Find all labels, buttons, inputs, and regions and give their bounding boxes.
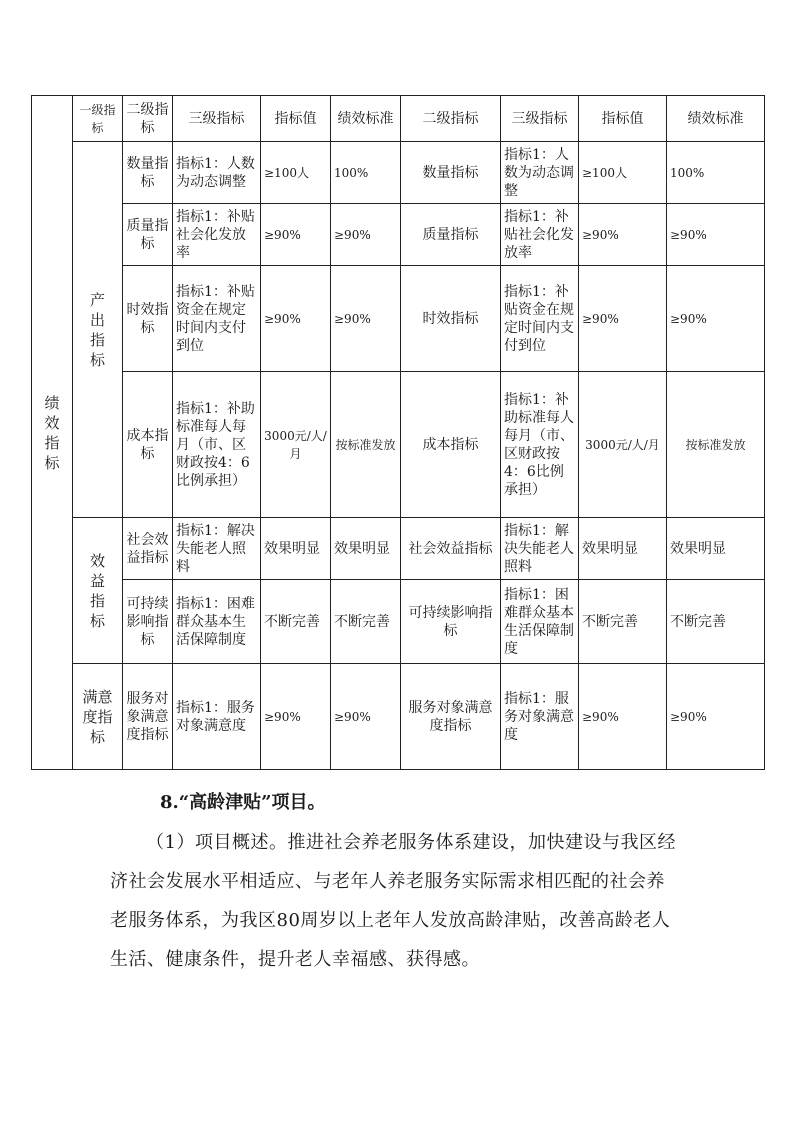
group-label: 产出指标 [89, 290, 105, 369]
table-row [32, 664, 765, 770]
standard-cell: 100% [331, 142, 401, 204]
valueb-cell: 效果明显 [579, 518, 667, 580]
standard-cell: ≥90% [331, 266, 401, 372]
l3-cell: 指标1：人数为动态调整 [173, 142, 261, 204]
table-row [32, 372, 765, 518]
performance-indicator-table [31, 95, 765, 770]
value-cell: ≥90% [261, 664, 331, 770]
l3b-cell: 指标1：人数为动态调整 [501, 142, 579, 204]
valueb-cell: ≥100人 [579, 142, 667, 204]
l2b-cell: 质量指标 [401, 204, 501, 266]
group-cell-output [73, 142, 123, 518]
standardb-cell: ≥90% [667, 204, 765, 266]
l2-cell: 可持续影响指标 [123, 580, 173, 664]
value-cell: ≥100人 [261, 142, 331, 204]
l3b-cell: 指标1：补贴资金在规定时间内支付到位 [501, 266, 579, 372]
standardb-cell: 效果明显 [667, 518, 765, 580]
table-row [32, 142, 765, 204]
table-row [32, 266, 765, 372]
level1-label: 绩效指标 [44, 393, 60, 472]
standard-cell: 不断完善 [331, 580, 401, 664]
l3b-cell: 指标1：补贴社会化发放率 [501, 204, 579, 266]
l2b-cell: 服务对象满意度指标 [401, 664, 501, 770]
standardb-cell: 100% [667, 142, 765, 204]
l3-cell: 指标1：解决失能老人照料 [173, 518, 261, 580]
valueb-cell: ≥90% [579, 664, 667, 770]
header-cell: 二级指标 [401, 96, 501, 142]
valueb-cell: 不断完善 [579, 580, 667, 664]
l3-cell: 指标1：困难群众基本生活保障制度 [173, 580, 261, 664]
header-cell: 三级指标 [501, 96, 579, 142]
standard-cell: ≥90% [331, 664, 401, 770]
value-cell: 不断完善 [261, 580, 331, 664]
l2-cell: 时效指标 [123, 266, 173, 372]
value-cell: ≥90% [261, 204, 331, 266]
section-heading: 8.“高龄津贴”项目。 [160, 792, 326, 813]
value-cell: ≥90% [261, 266, 331, 372]
standardb-cell: ≥90% [667, 664, 765, 770]
l3-cell: 指标1：补助标准每人每月（市、区财政按4：6比例承担） [173, 372, 261, 518]
l3b-cell: 指标1：解决失能老人照料 [501, 518, 579, 580]
l2-cell: 质量指标 [123, 204, 173, 266]
level1-cell [32, 96, 73, 770]
l2b-cell: 成本指标 [401, 372, 501, 518]
table-row [32, 518, 765, 580]
standardb-cell: ≥90% [667, 266, 765, 372]
table-row [32, 204, 765, 266]
l2b-cell: 时效指标 [401, 266, 501, 372]
standard-cell: ≥90% [331, 204, 401, 266]
l3b-cell: 指标1：服务对象满意度 [501, 664, 579, 770]
l2-cell: 数量指标 [123, 142, 173, 204]
header-cell: 一级指标 [73, 96, 123, 142]
header-cell: 绩效标准 [331, 96, 401, 142]
section-body-paragraph: （1）项目概述。推进社会养老服务体系建设，加快建设与我区经济社会发展水平相适应、与老年人养老服务实际需求相匹配的社会养老服务体系，为我区80周岁以上老年人发放高龄津贴，改善高龄老人生活、健康条件，提升老人幸福感、获得感。 [110, 832, 676, 970]
l2-cell: 成本指标 [123, 372, 173, 518]
header-cell: 三级指标 [173, 96, 261, 142]
value-cell: 效果明显 [261, 518, 331, 580]
value-cell: 3000元/人/月 [261, 372, 331, 518]
standardb-cell: 按标准发放 [667, 372, 765, 518]
l3-cell: 指标1：补贴社会化发放率 [173, 204, 261, 266]
l2b-cell: 可持续影响指标 [401, 580, 501, 664]
group-label: 效益指标 [89, 551, 105, 630]
standard-cell: 按标准发放 [331, 372, 401, 518]
l3-cell: 指标1：服务对象满意度 [173, 664, 261, 770]
header-cell: 指标值 [579, 96, 667, 142]
valueb-cell: ≥90% [579, 266, 667, 372]
l3b-cell: 指标1：困难群众基本生活保障制度 [501, 580, 579, 664]
l2b-cell: 社会效益指标 [401, 518, 501, 580]
l2b-cell: 数量指标 [401, 142, 501, 204]
valueb-cell: 3000元/人/月 [579, 372, 667, 518]
group-label: 满意度指标 [82, 687, 113, 746]
l2-cell: 服务对象满意度指标 [123, 664, 173, 770]
table-header-row [32, 96, 765, 142]
header-cell: 绩效标准 [667, 96, 765, 142]
valueb-cell: ≥90% [579, 204, 667, 266]
header-cell: 指标值 [261, 96, 331, 142]
group-cell-satisfaction [73, 664, 123, 770]
l2-cell: 社会效益指标 [123, 518, 173, 580]
group-cell-benefit [73, 518, 123, 664]
l3b-cell: 指标1：补助标准每人每月（市、区财政按4：6比例承担） [501, 372, 579, 518]
standardb-cell: 不断完善 [667, 580, 765, 664]
standard-cell: 效果明显 [331, 518, 401, 580]
l3-cell: 指标1：补贴资金在规定时间内支付到位 [173, 266, 261, 372]
table-row [32, 580, 765, 664]
header-cell: 二级指标 [123, 96, 173, 142]
